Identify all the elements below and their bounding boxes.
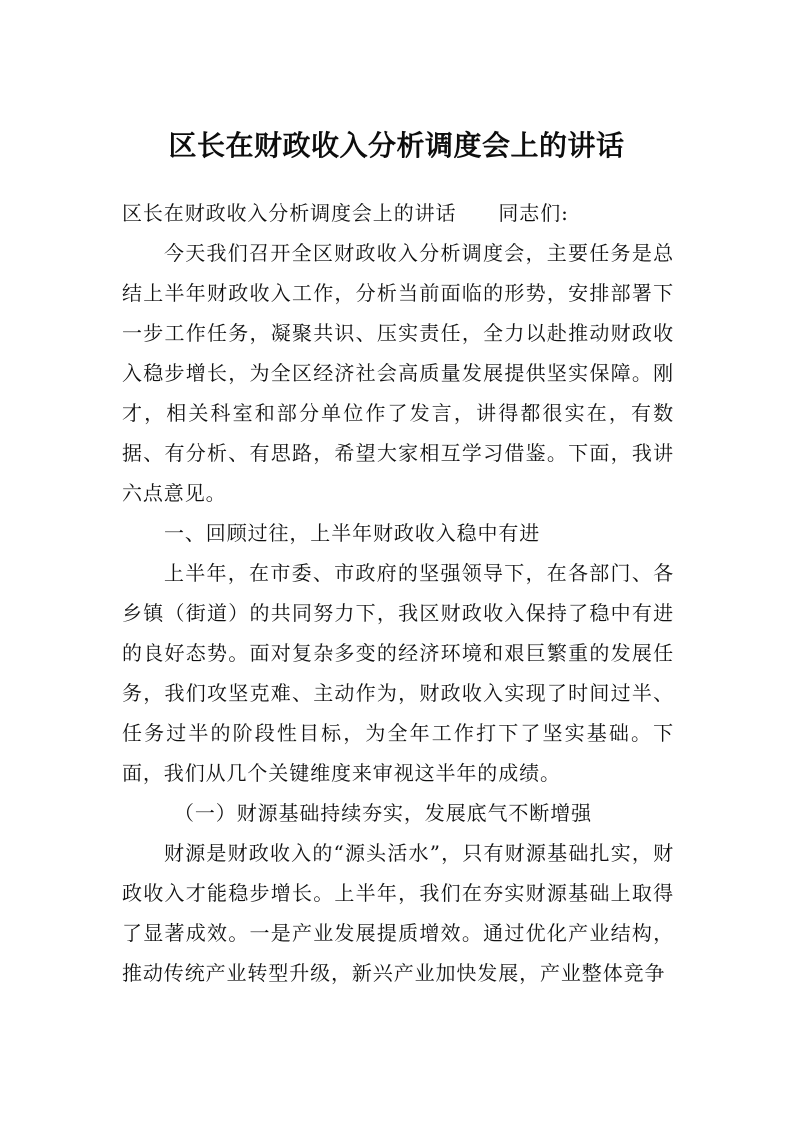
intro-title: 区长在财政收入分析调度会上的讲话 [122, 201, 457, 225]
paragraph-section-1: 上半年，在市委、市政府的坚强领导下，在各部门、各乡镇（街道）的共同努力下，我区财政收入保持了稳中有进的良好态势。面对复杂多变的经济环境和艰巨繁重的发展任务，我们攻坚克难、主动作为，财政收入实现了时间过半、任务过半的阶段性目标，为全年工作打下了坚实基础。下面，我们从几个关键维度来审视这半年的成绩。 [122, 561, 674, 785]
document-title: 区长在财政收入分析调度会上的讲话 [168, 129, 625, 162]
subsection-heading-1: （一）财源基础持续夯实，发展底气不断增强 [174, 801, 592, 825]
greeting: 同志们: [498, 201, 569, 225]
section-heading-1: 一、回顾过往，上半年财政收入稳中有进 [164, 521, 541, 545]
paragraph-subsection-1: 财源是财政收入的“源头活水”，只有财源基础扎实，财政收入才能稳步增长。上半年，我们在夯实财源基础上取得了显著成效。一是产业发展提质增效。通过优化产业结构，推动传统产业转型升级，新兴产业加快发展，产业整体竞争 [122, 841, 674, 985]
document-body [122, 193, 674, 993]
paragraph-opening: 今天我们召开全区财政收入分析调度会，主要任务是总结上半年财政收入工作，分析当前面临的形势，安排部署下一步工作任务，凝聚共识、压实责任，全力以赴推动财政收入稳步增长，为全区经济社会高质量发展提供坚实保障。刚才，相关科室和部分单位作了发言，讲得都很实在，有数据、有分析、有思路，希望大家相互学习借鉴。下面，我讲六点意见。 [122, 241, 674, 505]
intro-line [122, 193, 674, 233]
